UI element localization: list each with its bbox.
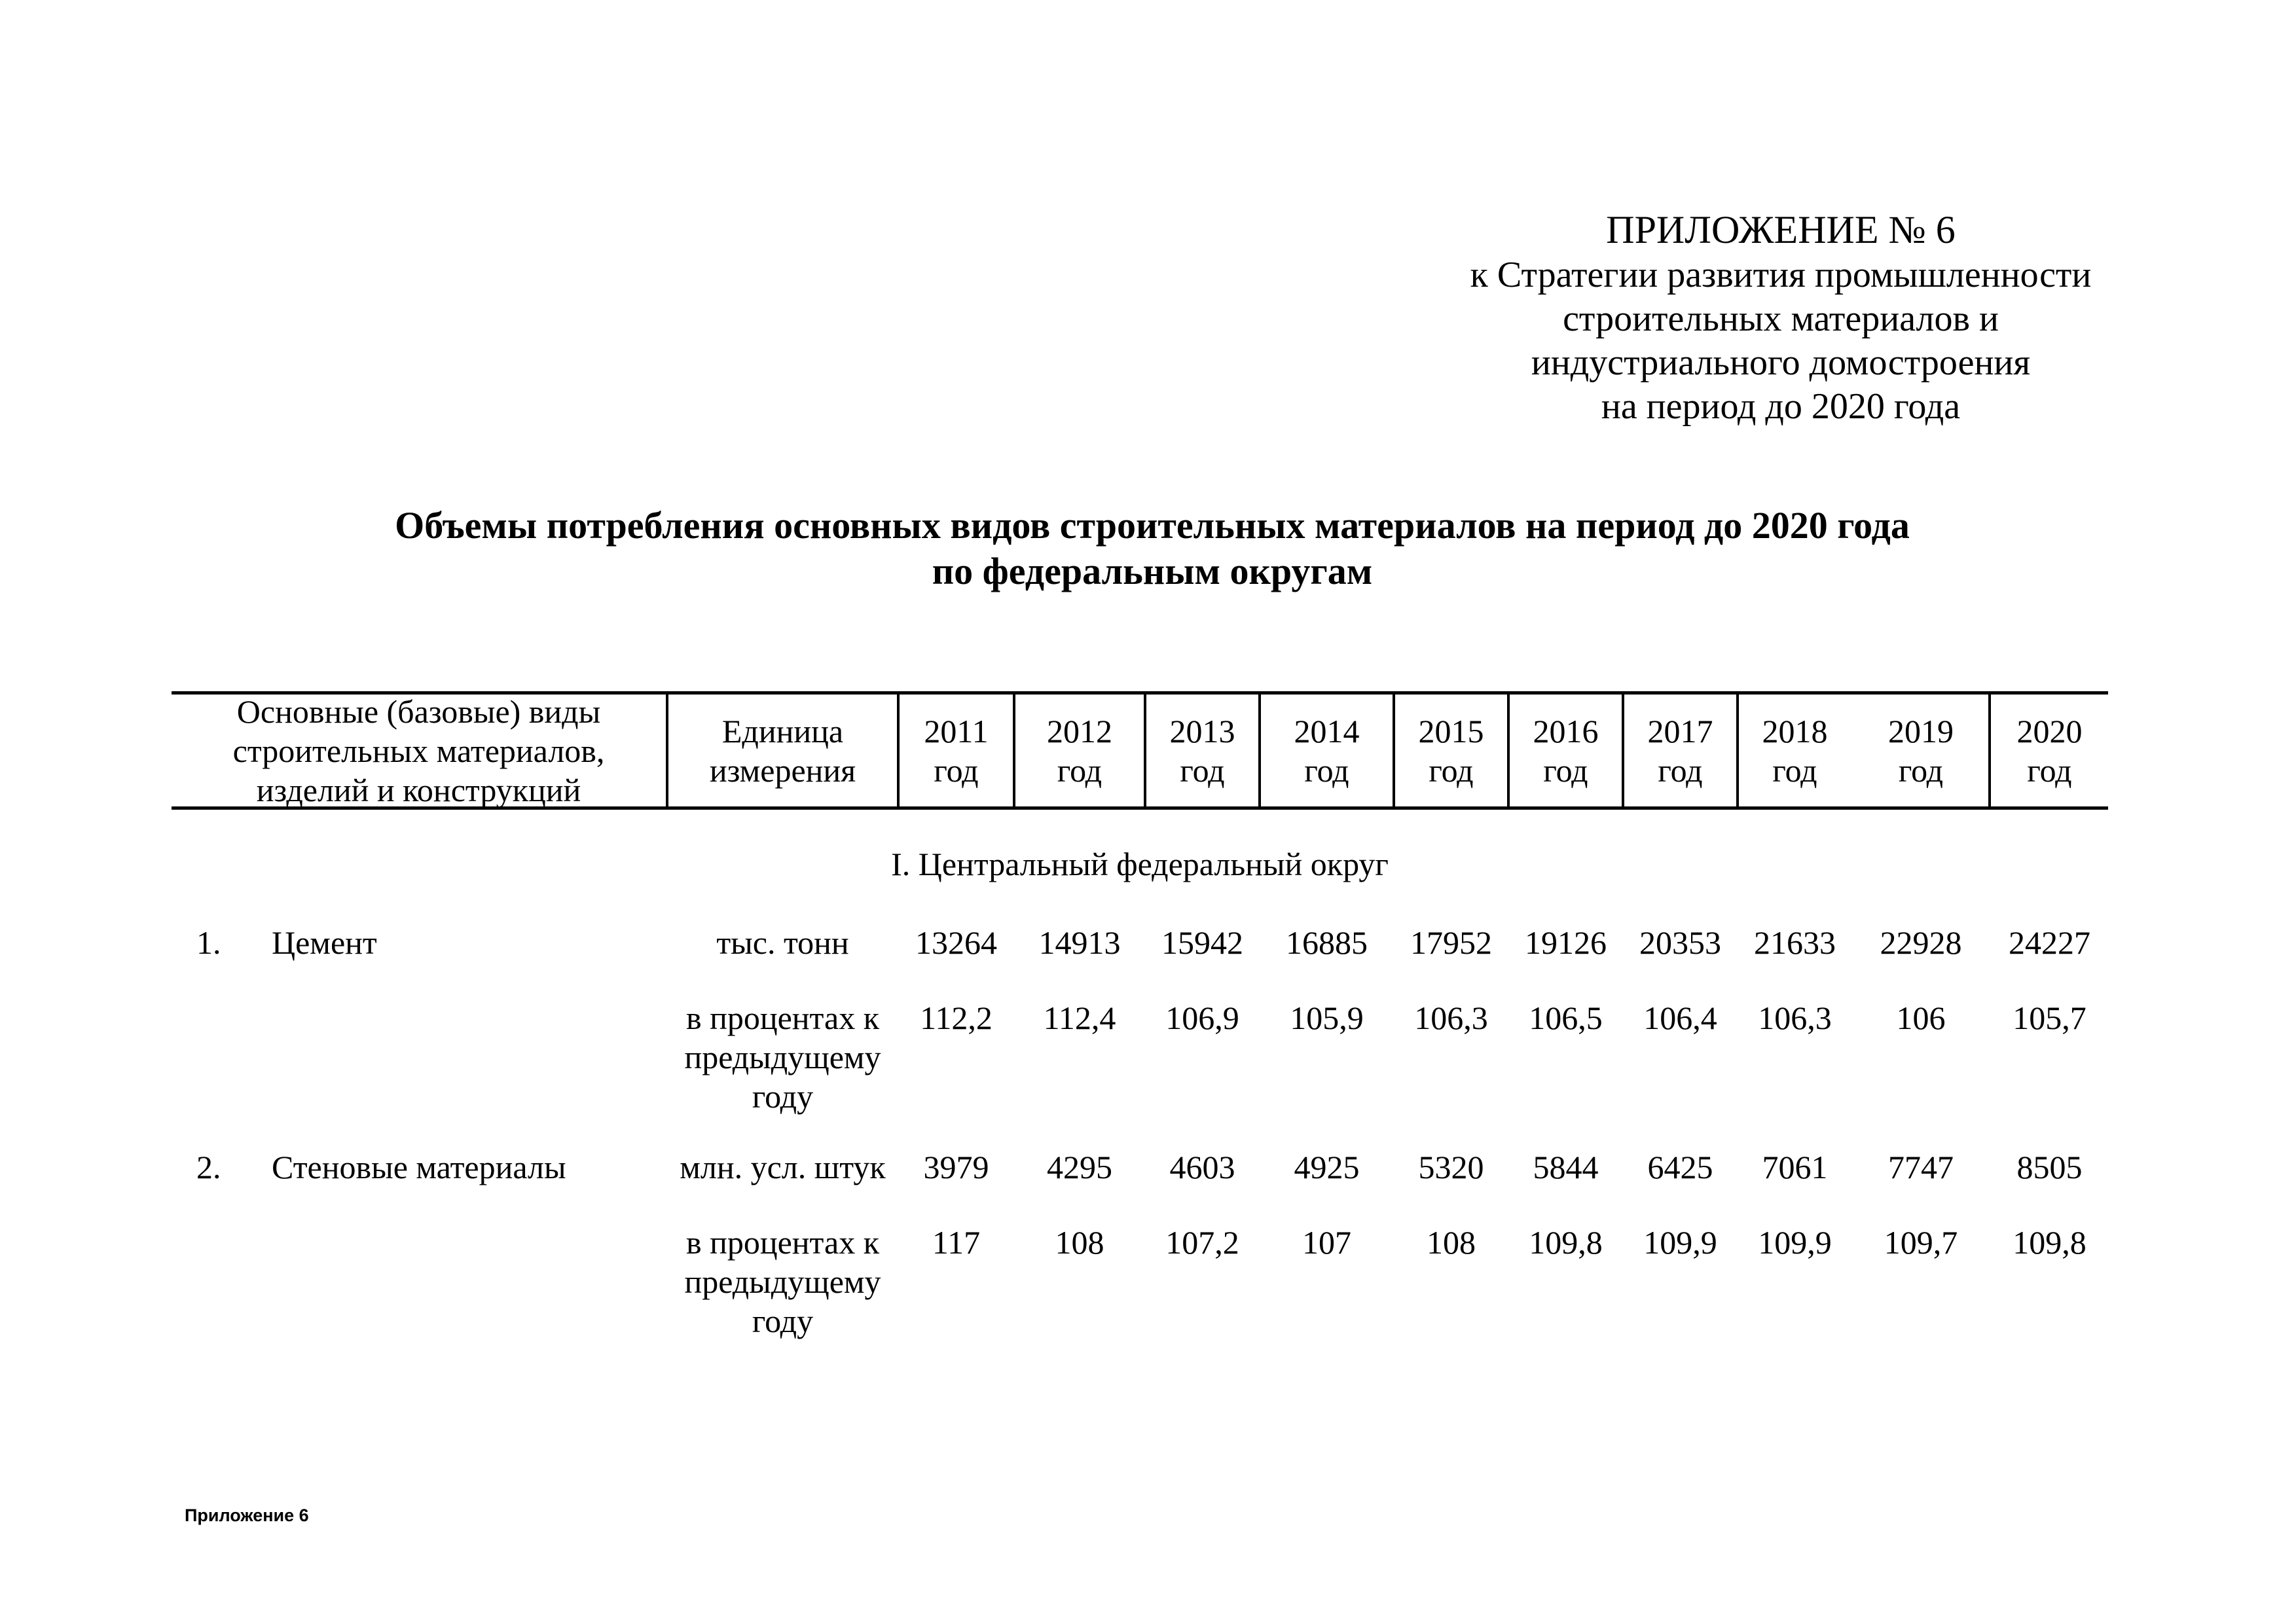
- table-cell-value: 15942: [1161, 924, 1243, 961]
- table-cell-value: 106,4: [1643, 1000, 1717, 1036]
- row-material-name: Стеновые материалы: [272, 1149, 566, 1185]
- title-line-2: по федеральным округам: [932, 550, 1373, 592]
- table-cell-value: 16885: [1286, 924, 1368, 961]
- header-year: 2011 год: [924, 713, 989, 789]
- header-year: 2015 год: [1418, 713, 1484, 789]
- table-cell-value: 106,5: [1529, 1000, 1603, 1036]
- table-cell-value: 14913: [1038, 924, 1121, 961]
- table-cell-value: 20353: [1639, 924, 1721, 961]
- appendix-number: ПРИЛОЖЕНИЕ № 6: [1606, 208, 1956, 251]
- table-cell-value: 108: [1055, 1224, 1104, 1261]
- appendix-line: к Стратегии развития промышленности: [1470, 255, 2092, 295]
- table-cell-value: 106,3: [1758, 1000, 1832, 1036]
- header-unit: Единица измерения: [709, 713, 856, 789]
- table-cell-value: 112,2: [920, 1000, 993, 1036]
- row-unit: млн. усл. штук: [680, 1149, 886, 1185]
- table-cell-value: 7061: [1762, 1149, 1828, 1185]
- table-cell-value: 109,9: [1758, 1224, 1832, 1261]
- table-cell-value: 24227: [2009, 924, 2090, 961]
- document-title: [196, 503, 2108, 594]
- table-cell-value: 13264: [915, 924, 997, 961]
- appendix-line: строительных материалов и: [1563, 298, 1999, 339]
- table-cell-value: 7747: [1888, 1149, 1954, 1185]
- table-cell-value: 5320: [1418, 1149, 1484, 1185]
- title-line-1: Объемы потребления основных видов строительных материалов на период до 2020 года: [395, 504, 1910, 547]
- table-cell-value: 117: [932, 1224, 981, 1261]
- header-year: 2014 год: [1294, 713, 1360, 789]
- table-cell-value: 6425: [1647, 1149, 1713, 1185]
- header-year: 2019 год: [1888, 713, 1954, 789]
- table-cell-value: 112,4: [1043, 1000, 1116, 1036]
- header-year: 2020 год: [2016, 713, 2083, 789]
- table-cell-value: 107: [1302, 1224, 1351, 1261]
- row-unit: в процентах к предыдущему году: [684, 1224, 881, 1339]
- table-cell-value: 4295: [1047, 1149, 1112, 1185]
- table-cell-value: 19126: [1525, 924, 1607, 961]
- appendix-block: [1388, 208, 2174, 429]
- header-year: 2016 год: [1533, 713, 1599, 789]
- table-cell-value: 107,2: [1165, 1224, 1239, 1261]
- header-year: 2012 год: [1047, 713, 1112, 789]
- table-cell-value: 21633: [1754, 924, 1836, 961]
- table-cell-value: 4603: [1169, 1149, 1235, 1185]
- row-number: 1.: [196, 924, 221, 961]
- row-unit: тыс. тонн: [716, 924, 849, 961]
- table-cell-value: 105,7: [2013, 1000, 2086, 1036]
- table-cell-value: 5844: [1533, 1149, 1599, 1185]
- table-cell-value: 106,3: [1414, 1000, 1488, 1036]
- table-cell-value: 106,9: [1165, 1000, 1239, 1036]
- table-cell-value: 109,8: [1529, 1224, 1603, 1261]
- row-unit: в процентах к предыдущему году: [684, 1000, 881, 1115]
- header-year: 2018 год: [1762, 713, 1828, 789]
- table-cell-value: 109,8: [2013, 1224, 2086, 1261]
- row-number: 2.: [196, 1149, 221, 1185]
- table-cell-value: 3979: [923, 1149, 989, 1185]
- table-cell-value: 4925: [1294, 1149, 1360, 1185]
- table-cell-value: 22928: [1880, 924, 1962, 961]
- table-cell-value: 17952: [1410, 924, 1492, 961]
- appendix-line: индустриального домостроения: [1531, 342, 2031, 383]
- section-heading: I. Центральный федеральный округ: [891, 846, 1389, 882]
- header-year: 2017 год: [1647, 713, 1713, 789]
- page-footer: Приложение 6: [185, 1506, 309, 1525]
- table-cell-value: 109,9: [1643, 1224, 1717, 1261]
- table-cell-value: 108: [1427, 1224, 1476, 1261]
- table-cell-value: 109,7: [1884, 1224, 1958, 1261]
- header-material-type: Основные (базовые) виды строительных материалов, изделий и конструкций: [232, 693, 605, 808]
- header-year: 2013 год: [1169, 713, 1235, 789]
- row-material-name: Цемент: [272, 924, 377, 961]
- appendix-line: на период до 2020 года: [1601, 386, 1961, 427]
- table-cell-value: 105,9: [1290, 1000, 1364, 1036]
- table-cell-value: 106: [1896, 1000, 1946, 1036]
- table-cell-value: 8505: [2016, 1149, 2083, 1185]
